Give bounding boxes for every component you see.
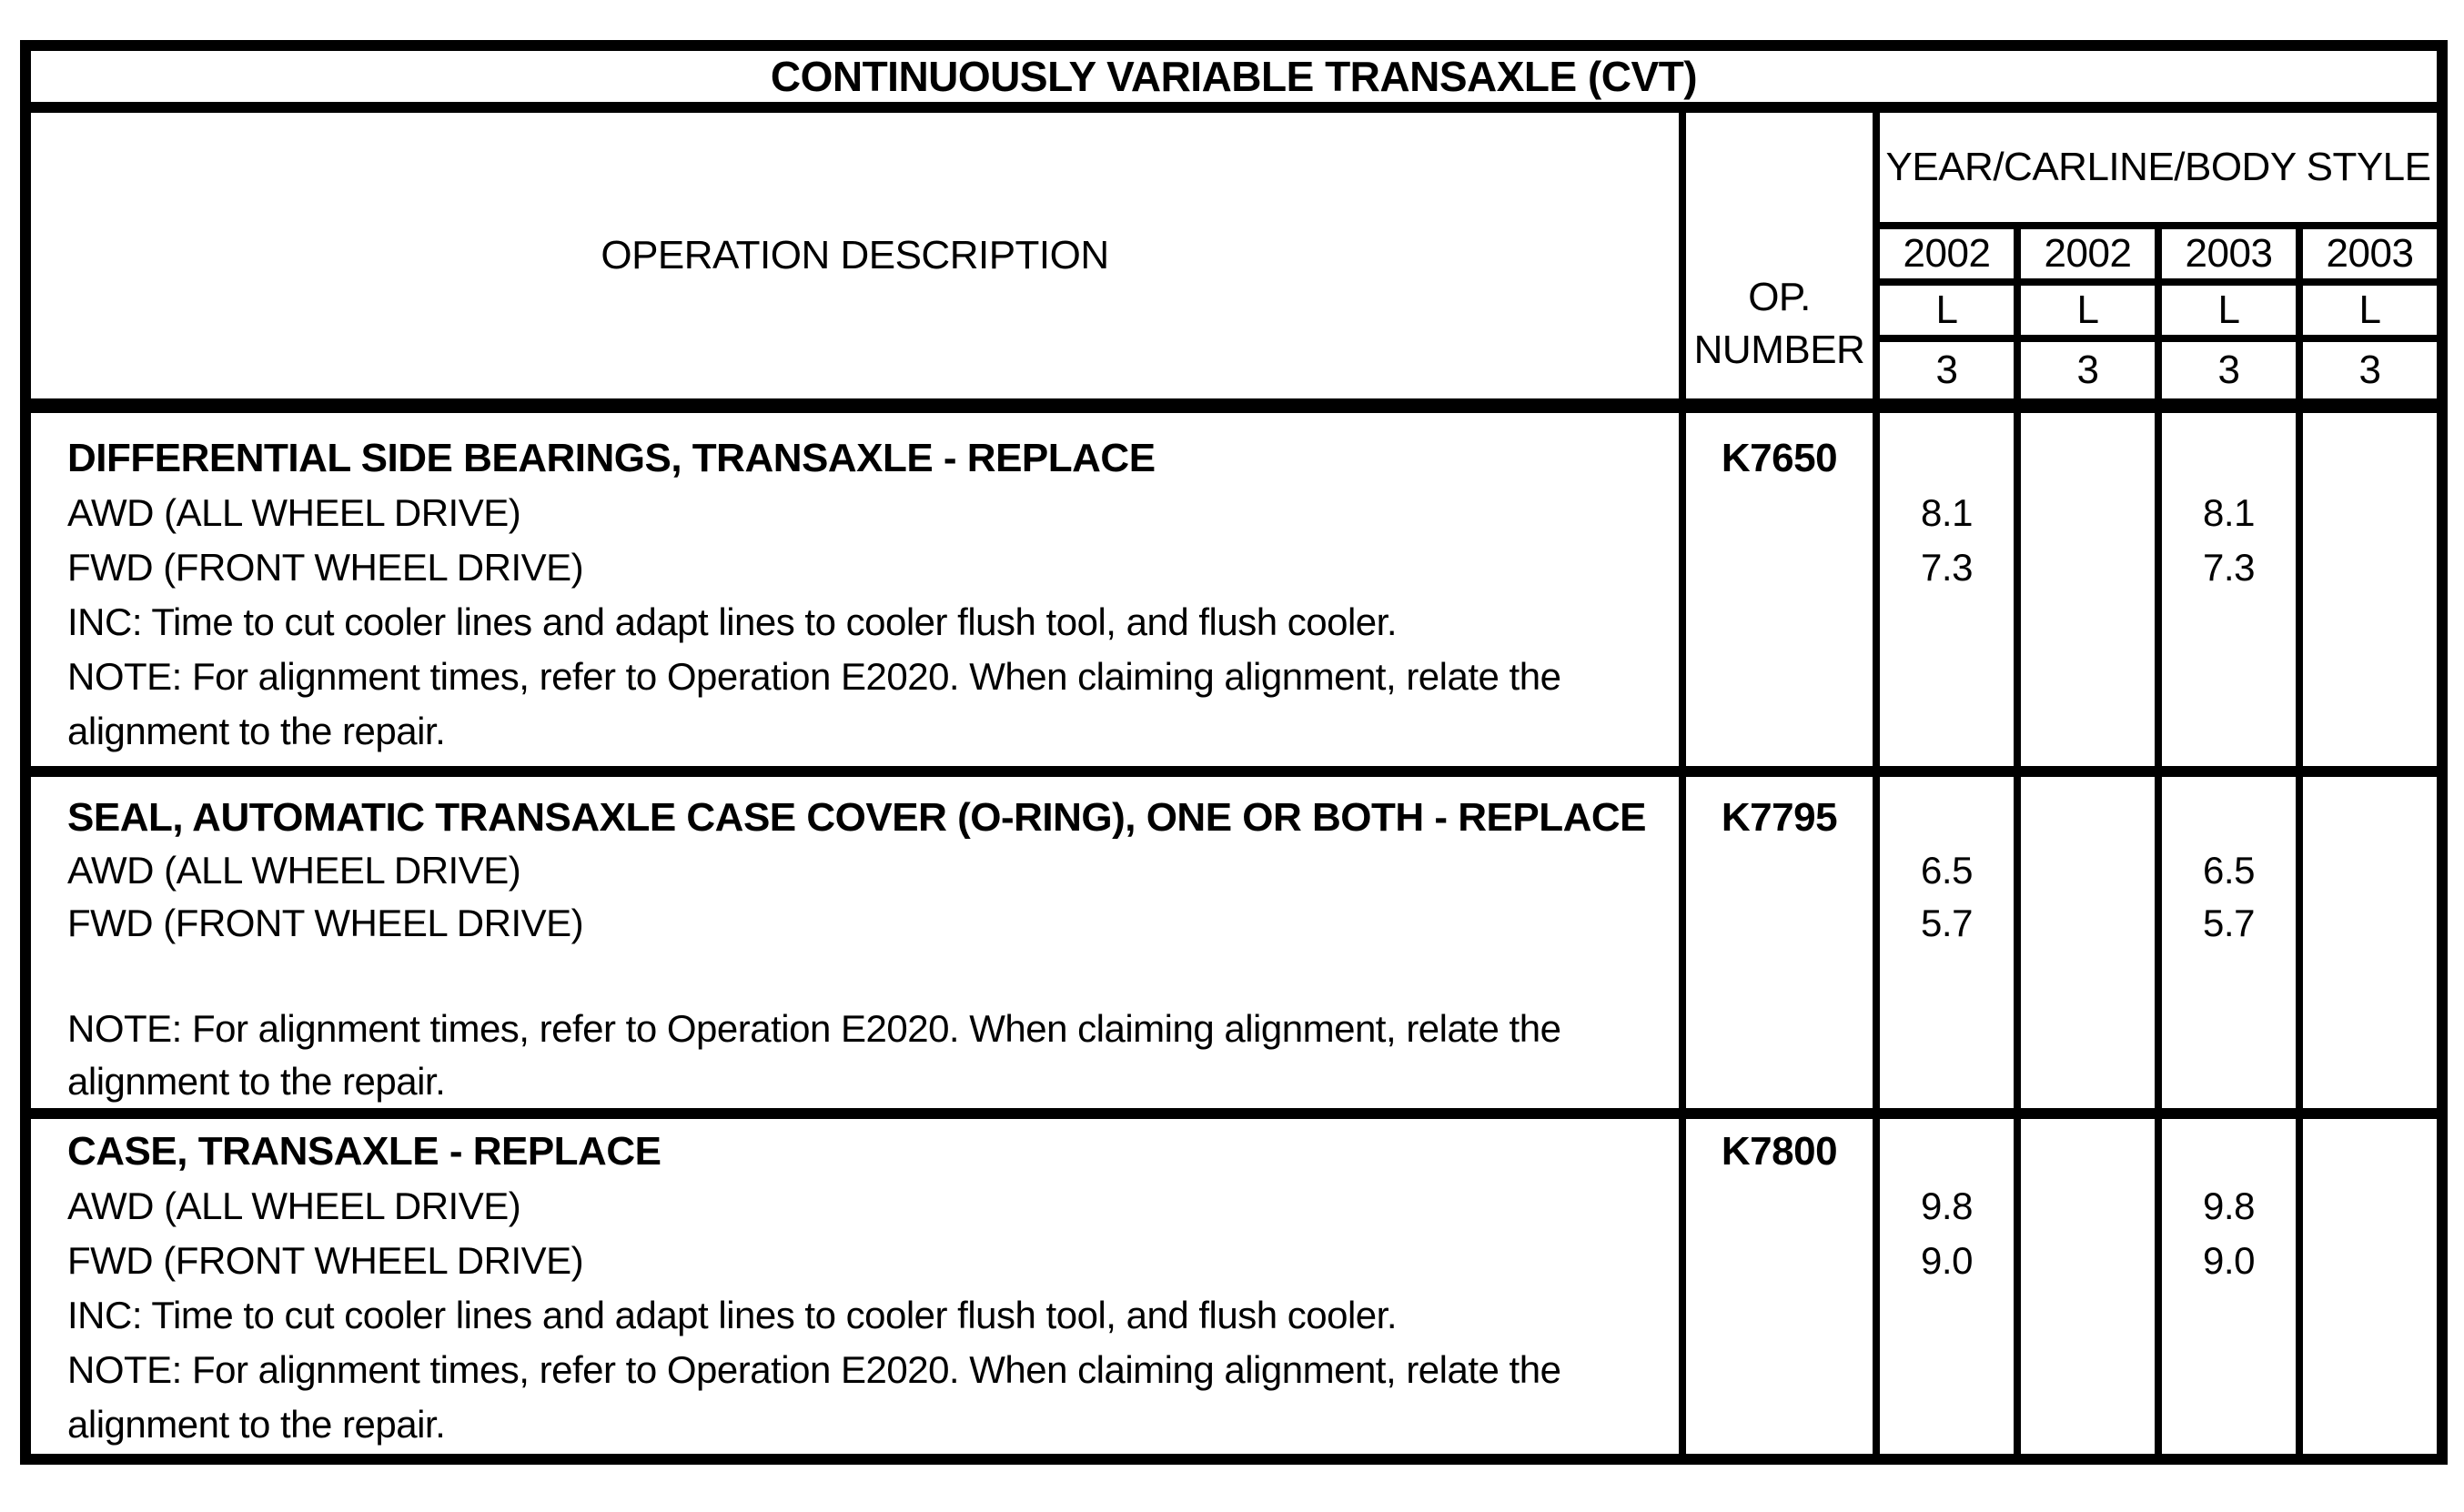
- year-header-row: [1880, 229, 2437, 286]
- time-value-awd: 9.8: [2203, 1184, 2255, 1227]
- time-value-cell: [1880, 1119, 2021, 1454]
- year-header-cell: 2002: [2021, 229, 2162, 278]
- table-title: CONTINUOUSLY VARIABLE TRANSAXLE (CVT): [31, 51, 2437, 113]
- cvt-labor-time-table: [20, 40, 2448, 1465]
- time-value-fwd: [2021, 1234, 2155, 1288]
- year-header-cell: 2002: [1880, 229, 2021, 278]
- time-value-awd: [2303, 844, 2437, 897]
- time-value-awd: [2021, 1179, 2155, 1234]
- time-value-cell: [2162, 1119, 2303, 1454]
- op-number: K7795: [1686, 777, 1880, 1108]
- inc-line: INC: Time to cut cooler lines and adapt lines to cooler flush tool, and flush cooler.: [67, 1294, 1397, 1336]
- year-carline-body-style-label: YEAR/CARLINE/BODY STYLE: [1880, 113, 2437, 229]
- op-number-header-line2: NUMBER: [1693, 328, 1865, 372]
- table-header: [31, 113, 2437, 413]
- body-style-header-cell: 3: [2162, 342, 2303, 398]
- time-value-awd: 6.5: [2203, 849, 2255, 892]
- time-value-fwd: 9.0: [1921, 1239, 1973, 1282]
- operation-description-cell: [31, 1119, 1686, 1454]
- operation-row: [31, 413, 2437, 777]
- year-header-cell: 2003: [2162, 229, 2303, 278]
- carline-header-cell: L: [2162, 286, 2303, 335]
- time-value-cell: [2303, 777, 2437, 1108]
- time-value-awd: 9.8: [1921, 1184, 1973, 1227]
- time-value-cell: [1880, 413, 2021, 766]
- body-style-header-cell: 3: [2021, 342, 2162, 398]
- carline-header-cell: L: [2358, 287, 2381, 332]
- drive-line-fwd: FWD (FRONT WHEEL DRIVE): [67, 546, 584, 589]
- drive-line-awd: AWD (ALL WHEEL DRIVE): [67, 491, 521, 534]
- drive-line-fwd: FWD (FRONT WHEEL DRIVE): [67, 902, 584, 944]
- time-value-awd: 8.1: [1921, 491, 1973, 534]
- note-line: NOTE: For alignment times, refer to Operation E2020. When claiming alignment, relate the alignment to the repair.: [67, 1348, 1561, 1446]
- time-value-fwd: 7.3: [2203, 546, 2255, 589]
- note-line: NOTE: For alignment times, refer to Operation E2020. When claiming alignment, relate the alignment to the repair.: [67, 655, 1561, 752]
- op-number: K7650: [1686, 413, 1880, 766]
- body-style-header-row: [1880, 342, 2437, 398]
- time-value-fwd: [2303, 540, 2437, 595]
- operation-description-cell: [31, 413, 1686, 766]
- year-header-cell: 2003: [2326, 231, 2414, 276]
- column-header-operation-description: OPERATION DESCRIPTION: [31, 113, 1686, 398]
- column-header-op-number: [1686, 113, 1880, 398]
- column-group-year-carline-body-style: [1880, 113, 2437, 398]
- time-value-awd: [2021, 486, 2155, 540]
- time-value-cell: [2021, 777, 2162, 1108]
- carline-header-cell: L: [1880, 286, 2021, 335]
- body-style-header-cell: 3: [1880, 342, 2021, 398]
- op-number-header-line1: OP.: [1748, 275, 1811, 319]
- time-value-cell: [2021, 1119, 2162, 1454]
- time-value-cell: [2303, 1119, 2437, 1454]
- time-value-fwd: [2021, 540, 2155, 595]
- time-value-awd: [2303, 1179, 2437, 1234]
- time-value-fwd: [2303, 897, 2437, 950]
- operation-title: CASE, TRANSAXLE - REPLACE: [67, 1129, 661, 1174]
- time-value-fwd: [2021, 897, 2155, 950]
- time-value-cell: [2162, 413, 2303, 766]
- time-value-fwd: 7.3: [1921, 546, 1973, 589]
- time-value-fwd: 5.7: [1921, 902, 1973, 944]
- drive-line-awd: AWD (ALL WHEEL DRIVE): [67, 1184, 521, 1227]
- inc-line: INC: Time to cut cooler lines and adapt lines to cooler flush tool, and flush cooler.: [67, 600, 1397, 643]
- operation-title: SEAL, AUTOMATIC TRANSAXLE CASE COVER (O-RING), ONE OR BOTH - REPLACE: [67, 795, 1647, 840]
- time-value-fwd: 9.0: [2203, 1239, 2255, 1282]
- operation-row: [31, 1119, 2437, 1454]
- time-value-awd: [2021, 844, 2155, 897]
- time-value-awd: [2303, 486, 2437, 540]
- drive-line-fwd: FWD (FRONT WHEEL DRIVE): [67, 1239, 584, 1282]
- operation-description-cell: [31, 777, 1686, 1108]
- time-value-cell: [2162, 777, 2303, 1108]
- time-value-fwd: 5.7: [2203, 902, 2255, 944]
- time-value-cell: [1880, 777, 2021, 1108]
- drive-line-awd: AWD (ALL WHEEL DRIVE): [67, 849, 521, 892]
- time-value-awd: 6.5: [1921, 849, 1973, 892]
- operation-title: DIFFERENTIAL SIDE BEARINGS, TRANSAXLE - REPLACE: [67, 436, 1156, 480]
- time-value-awd: 8.1: [2203, 491, 2255, 534]
- carline-header-cell: L: [2021, 286, 2162, 335]
- operation-row: [31, 777, 2437, 1119]
- carline-header-row: [1880, 286, 2437, 342]
- note-line: NOTE: For alignment times, refer to Operation E2020. When claiming alignment, relate the alignment to the repair.: [67, 1007, 1561, 1103]
- inc-line: [67, 950, 1651, 1003]
- time-value-cell: [2303, 413, 2437, 766]
- body-style-header-cell: 3: [2358, 348, 2381, 392]
- time-value-cell: [2021, 413, 2162, 766]
- time-value-fwd: [2303, 1234, 2437, 1288]
- op-number: K7800: [1686, 1119, 1880, 1454]
